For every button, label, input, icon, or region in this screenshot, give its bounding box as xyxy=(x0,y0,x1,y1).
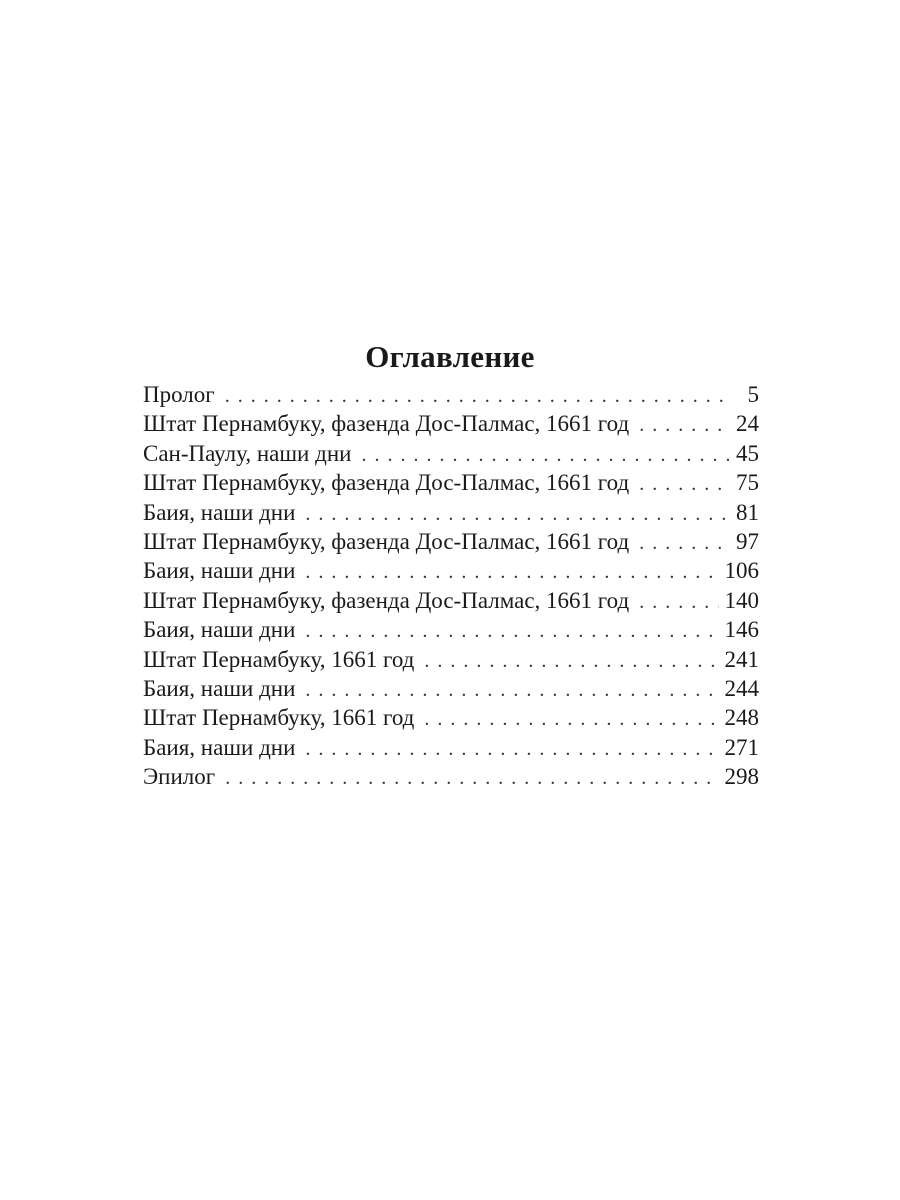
dot-leader xyxy=(639,411,730,438)
toc-entry xyxy=(143,409,759,438)
toc-entry-title: Пролог xyxy=(143,382,215,407)
toc-entry-page-number: 241 xyxy=(724,646,759,672)
toc-entry-page-number: 5 xyxy=(747,382,759,407)
toc-entry-page-number: 97 xyxy=(736,528,759,554)
dot-leader xyxy=(305,558,718,585)
toc-entry-title: Штат Пернамбуку, 1661 год xyxy=(143,646,415,672)
toc-entry xyxy=(143,556,759,585)
toc-entry-page-number: 248 xyxy=(724,705,759,731)
toc-entry-title: Штат Пернамбуку, 1661 год xyxy=(143,705,415,731)
dot-leader xyxy=(305,676,718,703)
dot-leader xyxy=(361,441,730,468)
page-title: Оглавление xyxy=(365,338,535,374)
toc-entry-title: Эпилог xyxy=(143,764,216,790)
toc-entry-title: Баия, наши дни xyxy=(143,499,296,525)
toc-entry xyxy=(143,615,759,644)
toc-entry-title: Штат Пернамбуку, фазенда Дос-Палмас, 1661 год xyxy=(143,411,630,437)
toc-entry-page-number: 271 xyxy=(724,734,759,760)
toc-entry xyxy=(143,527,759,556)
toc-entry-page-number: 146 xyxy=(724,617,759,643)
dot-leader xyxy=(225,764,718,791)
toc-entry-title: Баия, наши дни xyxy=(143,675,296,701)
toc-entry-page-number: 81 xyxy=(736,499,759,525)
toc-entry-page-number: 24 xyxy=(736,411,759,437)
dot-leader xyxy=(225,382,733,409)
toc-entry-page-number: 298 xyxy=(724,764,759,790)
toc-entry-title: Баия, наши дни xyxy=(143,558,296,584)
dot-leader xyxy=(639,588,718,615)
toc-entry xyxy=(143,733,759,762)
dot-leader xyxy=(305,500,730,527)
toc-entry-page-number: 244 xyxy=(724,675,759,701)
toc-entry xyxy=(143,468,759,497)
toc-entry xyxy=(143,645,759,674)
toc-entry-title: Штат Пернамбуку, фазенда Дос-Палмас, 1661 год xyxy=(143,528,630,554)
toc-entry xyxy=(143,674,759,703)
toc-entry-title: Сан-Паулу, наши дни xyxy=(143,440,352,466)
dot-leader xyxy=(305,735,718,762)
dot-leader xyxy=(424,647,718,674)
dot-leader xyxy=(305,617,718,644)
toc-entry-page-number: 45 xyxy=(736,440,759,466)
toc-entry-page-number: 140 xyxy=(724,587,759,613)
dot-leader xyxy=(639,529,730,556)
dot-leader xyxy=(639,470,730,497)
toc-entry-title: Баия, наши дни xyxy=(143,617,296,643)
table-of-contents xyxy=(143,380,759,791)
toc-entry xyxy=(143,762,759,791)
toc-entry xyxy=(143,498,759,527)
dot-leader xyxy=(424,705,718,732)
toc-entry-page-number: 106 xyxy=(724,558,759,584)
toc-entry xyxy=(143,380,759,409)
toc-entry-page-number: 75 xyxy=(736,470,759,496)
toc-entry-title: Баия, наши дни xyxy=(143,734,296,760)
toc-entry-title: Штат Пернамбуку, фазенда Дос-Палмас, 1661 год xyxy=(143,470,630,496)
toc-entry-title: Штат Пернамбуку, фазенда Дос-Палмас, 1661 год xyxy=(143,587,630,613)
toc-entry xyxy=(143,439,759,468)
toc-entry xyxy=(143,703,759,732)
toc-entry xyxy=(143,586,759,615)
